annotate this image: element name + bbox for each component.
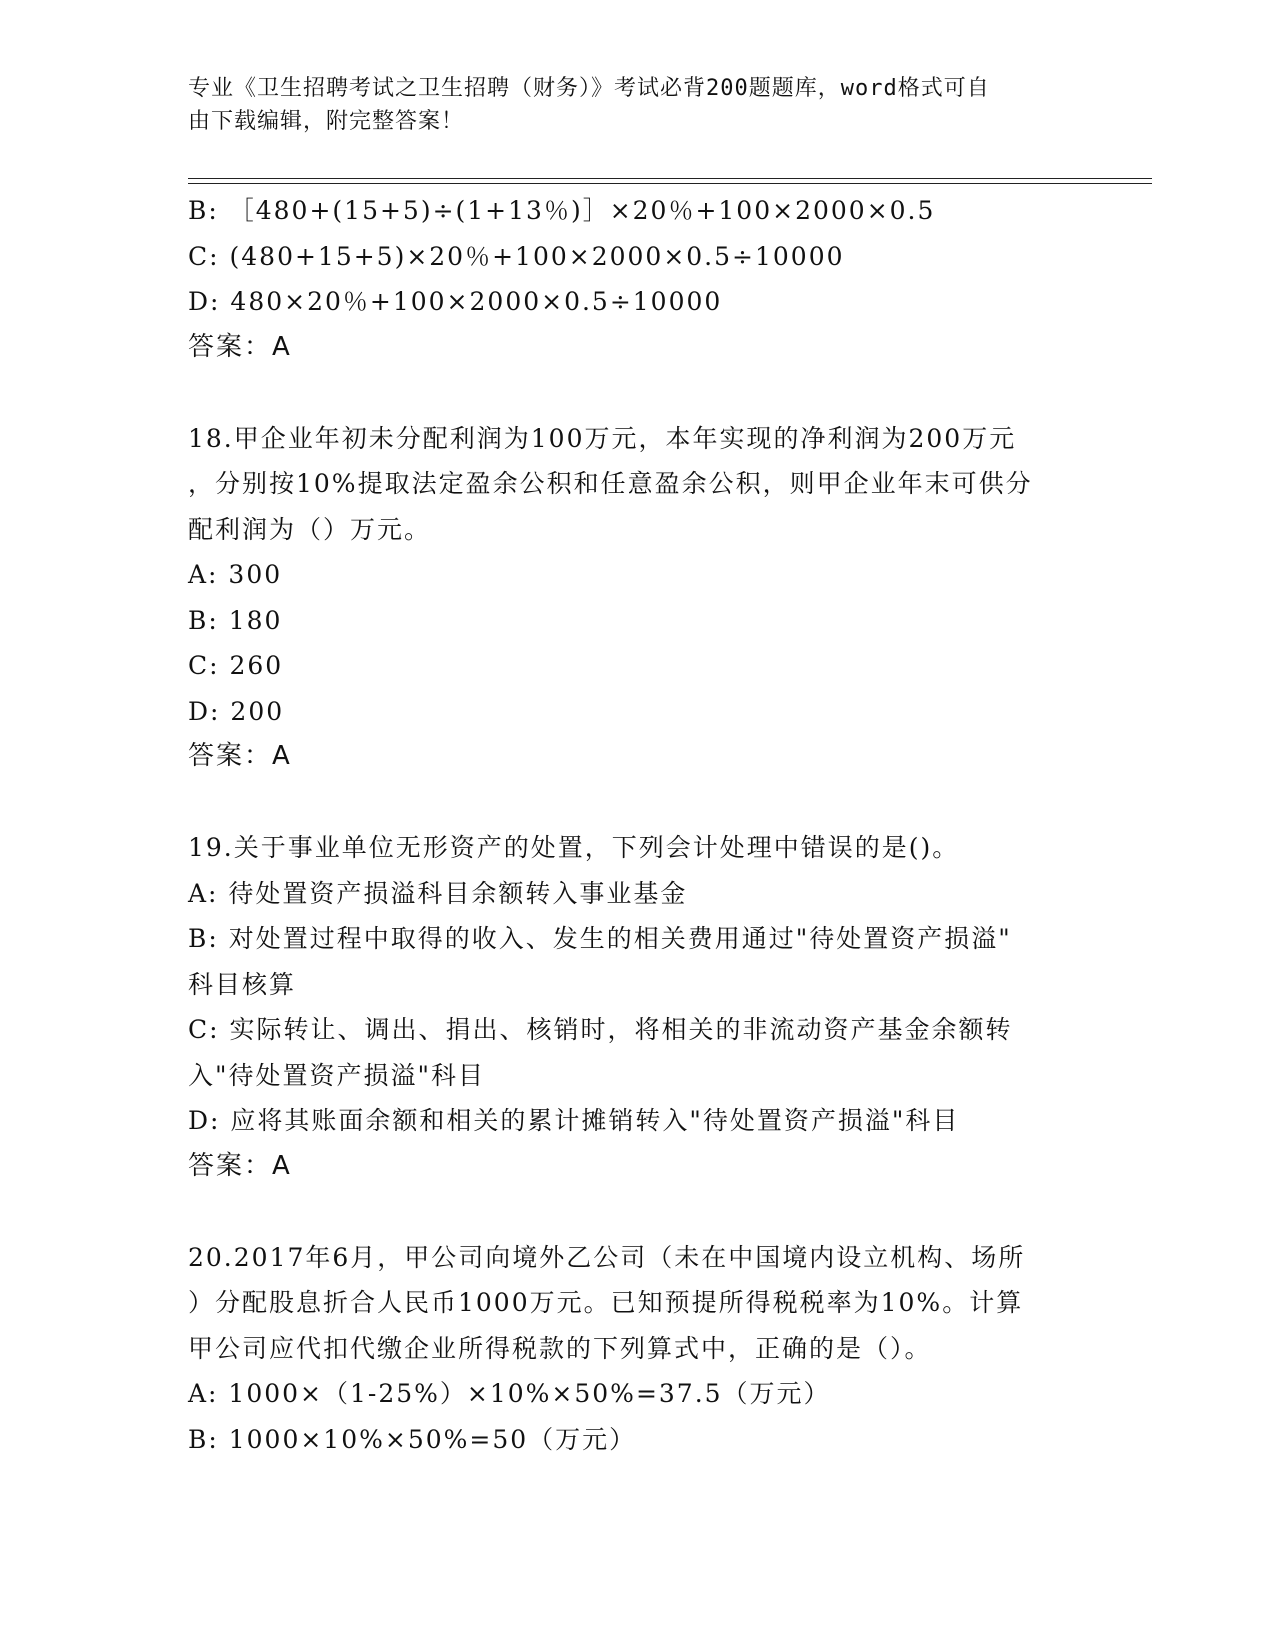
spacer xyxy=(188,1189,1088,1235)
header-divider xyxy=(188,178,1152,184)
q18-option-c: C: 260 xyxy=(188,651,284,680)
question-17 xyxy=(188,188,1088,370)
q19-option-a: A: 待处置资产损溢科目余额转入事业基金 xyxy=(188,878,688,908)
q18-option-d: D: 200 xyxy=(188,696,285,726)
q20-option-a: A: 1000×（1-25%）×10%×50%=37.5（万元） xyxy=(188,1379,831,1408)
q18-stem-line-1: 18.甲企业年初未分配利润为100万元，本年实现的净利润为200万元 xyxy=(188,423,1017,453)
q18-stem-line-2: ，分别按10%提取法定盈余公积和任意盈余公积，则甲企业年末可供分 xyxy=(188,469,1033,498)
q20-stem-line-1: 20.2017年6月，甲公司向境外乙公司（未在中国境内设立机构、场所 xyxy=(188,1242,1026,1272)
q20-option-b: B: 1000×10%×50%=50（万元） xyxy=(188,1424,637,1454)
header-line-2: 由下载编辑，附完整答案！ xyxy=(188,109,465,134)
q19-stem: 19.关于事业单位无形资产的处置，下列会计处理中错误的是()。 xyxy=(188,833,960,862)
q18-option-b: B: 180 xyxy=(188,605,283,635)
q19-option-c-line-1: C: 实际转让、调出、捐出、核销时，将相关的非流动资产基金余额转 xyxy=(188,1015,1013,1044)
q19-answer: 答案：A xyxy=(188,1150,292,1181)
q18-answer: 答案：A xyxy=(188,741,292,771)
question-20 xyxy=(188,1235,1088,1463)
q19-option-c-line-2: 入"待处置资产损溢"科目 xyxy=(188,1060,485,1090)
q18-stem-line-3: 配利润为（）万元。 xyxy=(188,514,432,544)
q19-option-b-line-1: B: 对处置过程中取得的收入、发生的相关费用通过"待处置资产损溢" xyxy=(188,924,1012,953)
q17-option-d: D: 480×20％+100×2000×0.5÷10000 xyxy=(188,287,723,316)
question-content xyxy=(188,188,1088,1462)
q17-option-b: B: ［480+(15+5)÷(1+13％)］×20％+100×2000×0.5 xyxy=(188,196,936,225)
q17-option-c: C: (480+15+5)×20％+100×2000×0.5÷10000 xyxy=(188,241,845,271)
q17-answer: 答案：A xyxy=(188,331,292,362)
page-header xyxy=(188,72,1068,138)
q19-option-b-line-2: 科目核算 xyxy=(188,969,297,999)
q20-stem-line-2: ）分配股息折合人民币1000万元。已知预提所得税税率为10%。计算 xyxy=(188,1288,1024,1317)
q19-option-d: D: 应将其账面余额和相关的累计摊销转入"待处置资产损溢"科目 xyxy=(188,1106,960,1135)
q20-stem-line-3: 甲公司应代扣代缴企业所得税款的下列算式中，正确的是（）。 xyxy=(188,1333,932,1363)
question-19 xyxy=(188,825,1088,1189)
question-18 xyxy=(188,416,1088,780)
header-line-1: 专业《卫生招聘考试之卫生招聘（财务）》考试必背200题题库，word格式可自 xyxy=(188,76,990,101)
spacer xyxy=(188,780,1088,826)
q18-option-a: A: 300 xyxy=(188,560,283,589)
spacer xyxy=(188,370,1088,416)
